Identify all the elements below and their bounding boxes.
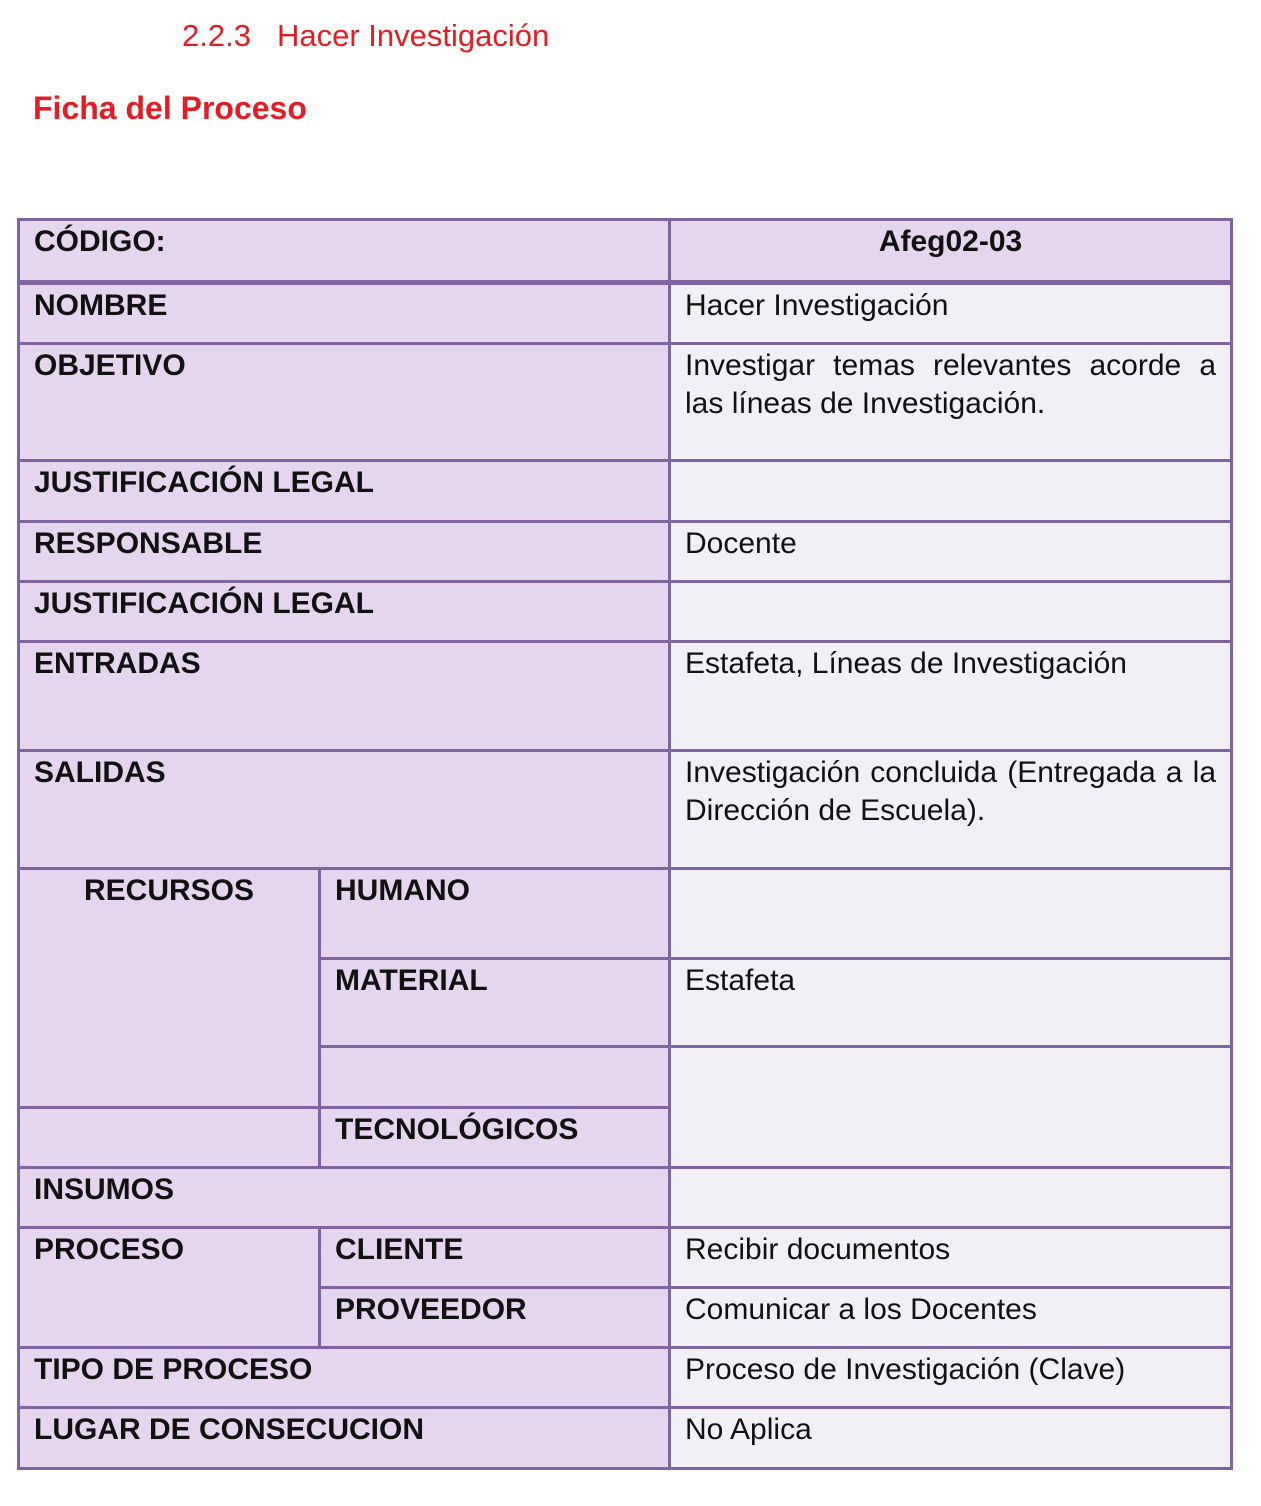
row-codigo [19,220,1232,283]
row-objetivo [19,344,1232,461]
objetivo-value: Investigar temas relevantes acorde a las líneas de Investigación. [670,344,1232,461]
entradas-value: Estafeta, Líneas de Investigación [670,642,1232,751]
section-number: 2.2.3 [182,18,251,53]
row-humano [19,869,1232,959]
salidas-label: SALIDAS [19,751,670,869]
row-nombre [19,283,1232,344]
salidas-value: Investigación concluida (Entregada a la Dirección de Escuela). [670,751,1232,869]
insumos-value [670,1168,1232,1228]
responsable-value: Docente [670,522,1232,582]
cliente-label: CLIENTE [320,1228,670,1288]
nombre-value: Hacer Investigación [670,283,1232,344]
row-entradas [19,642,1232,751]
section-heading [182,18,549,54]
humano-value [670,869,1232,959]
row-lugar [19,1408,1232,1469]
responsable-label: RESPONSABLE [19,522,670,582]
nombre-label: NOMBRE [19,283,670,344]
row-cliente [19,1228,1232,1288]
recursos-empty-cell [19,1108,320,1168]
justificacion-label-2: JUSTIFICACIÓN LEGAL [19,582,670,642]
insumos-label: INSUMOS [19,1168,670,1228]
ficha-subtitle: Ficha del Proceso [33,90,307,126]
recursos-label: RECURSOS [19,869,320,1108]
material-value: Estafeta [670,959,1232,1047]
tecnologicos-value [670,1047,1232,1168]
recursos-blank-cell [320,1047,670,1108]
humano-label: HUMANO [320,869,670,959]
process-sheet-table [17,218,1233,1470]
proceso-label: PROCESO [19,1228,320,1348]
lugar-value: No Aplica [670,1408,1232,1469]
proveedor-value: Comunicar a los Docentes [670,1288,1232,1348]
codigo-label: CÓDIGO: [19,220,670,283]
cliente-value: Recibir documentos [670,1228,1232,1288]
lugar-label: LUGAR DE CONSECUCION [19,1408,670,1469]
codigo-value: Afeg02-03 [670,220,1232,283]
justificacion-value-2 [670,582,1232,642]
tipo-value: Proceso de Investigación (Clave) [670,1348,1232,1408]
row-justificacion-1 [19,461,1232,522]
entradas-label: ENTRADAS [19,642,670,751]
proveedor-label: PROVEEDOR [320,1288,670,1348]
justificacion-value-1 [670,461,1232,522]
material-label: MATERIAL [320,959,670,1047]
row-salidas [19,751,1232,869]
row-justificacion-2 [19,582,1232,642]
row-responsable [19,522,1232,582]
tecnologicos-label: TECNOLÓGICOS [320,1108,670,1168]
objetivo-label: OBJETIVO [19,344,670,461]
justificacion-label-1: JUSTIFICACIÓN LEGAL [19,461,670,522]
tipo-label: TIPO DE PROCESO [19,1348,670,1408]
section-title: Hacer Investigación [276,18,550,53]
row-tipo [19,1348,1232,1408]
row-insumos [19,1168,1232,1228]
